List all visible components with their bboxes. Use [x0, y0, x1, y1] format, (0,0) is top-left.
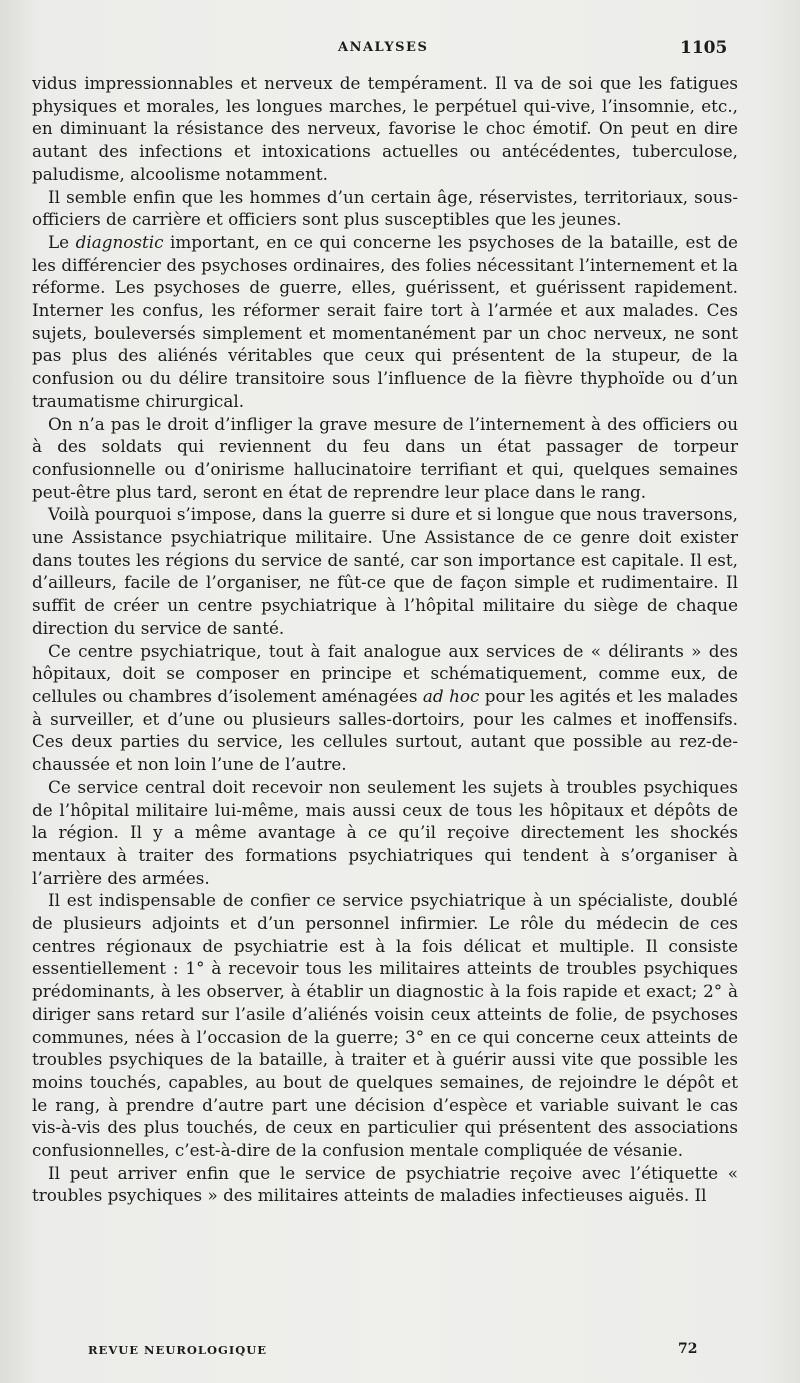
text-run: vidus impressionnables et nerveux de tempérament. Il va de soi que les fatigues physiques et morales, les longues marches, le perpétuel qui-vive, l’insomnie, etc., en diminuant la résistance des nerveux, favorise le choc émotif. On peut en dire autant des infections et intoxications actuelles ou antécédentes, tuberculose, paludisme, alcoolisme notamment.	[32, 73, 738, 184]
text-run: On n’a pas le droit d’infliger la grave mesure de l’internement à des officiers ou à des soldats qui reviennent du feu dans un état passager de torpeur confusionnelle ou d’onirisme hallucinatoire terrifiant et qui, quelques semaines peut-être plus tard, seront en état de reprendre leur place dans le rang.	[32, 413, 738, 502]
paragraph	[32, 1162, 738, 1207]
text-run: Voilà pourquoi s’impose, dans la guerre si dure et si longue que nous traversons, une Assistance psychiatrique militaire. Une Assistance de ce genre doit exister dans toutes les régions du service de santé, car son importance est capitale. Il est, d’ailleurs, facile de l’organiser, ne fût-ce que de façon simple et rudimentaire. Il suffit de créer un centre psychiatrique à l’hôpital militaire du siège de chaque direction du service de santé.	[32, 504, 738, 638]
page-number: 1105	[680, 38, 728, 58]
paragraph	[32, 640, 738, 776]
paragraph	[32, 776, 738, 890]
paragraph	[32, 186, 738, 231]
italic-term: ad hoc	[422, 685, 480, 706]
text-run: Ce centre psychiatrique, tout à fait analogue aux services de « délirants » des hôpitaux, doit se composer en principe et schématiquement, comme eux, de cellules ou chambres d’isolement aménagées	[32, 640, 738, 706]
text-run: Ce service central doit recevoir non seulement les sujets à troubles psychiques de l’hôpital militaire lui-même, mais aussi ceux de tous les hôpitaux et dépôts de la région. Il y a même avantage à ce qu’il reçoive directement les shockés mentaux à traiter des formations psychiatriques qui tendent à s’organiser à l’arrière des armées.	[32, 776, 738, 888]
text-run: Il est indispensable de confier ce service psychiatrique à un spécialiste, doublé de plusieurs adjoints et d’un personnel infirmier. Le rôle du médecin de ces centres régionaux de psychiatrie est à la fois délicat et multiple. Il consiste essentiellement : 1° à recevoir tous les militaires atteints de troubles psychiques prédominants, à les observer, à établir un diagnostic à la fois rapide et exact; 2° à diriger sans retard sur l’asile d’aliénés voisin ceux atteints de folie, de psychoses communes, nées à l’occasion de la guerre; 3° en ce qui concerne ceux atteints de troubles psychiques de la bataille, à traiter et à guérir aussi vite que possible les moins touchés, capables, au bout de quelques semaines, de rejoindre le dépôt et le rang, à prendre d’autre part une décision d’espèce et variable suivant le cas vis-à-vis des plus touchés, de ceux en particulier qui présentent des associations confusionnelles, c’est-à-dire de la confusion mentale compliquée de vésanie.	[32, 890, 738, 1161]
text-run: Il semble enfin que les hommes d’un certain âge, réservistes, territoriaux, sous-officiers de carrière et officiers sont plus susceptibles que les jeunes.	[32, 186, 738, 230]
text-run: pour les agités et les malades à surveiller, et d’une ou plusieurs salles-dortoirs, pour les calmes et inoffensifs. Ces deux parties du service, les cellules surtout, autant que possible au rez-de-chaussée et non loin l’une de l’autre.	[32, 685, 738, 775]
footer-sheet-number: 72	[678, 1341, 698, 1357]
text-run: important, en ce qui concerne les psychoses de la bataille, est de les différencier des psychoses ordinaires, des folies nécessitant l’internement et la réforme. Les psychoses de guerre, elles, guérissent, et guérissent rapidement. Interner les confus, les réformer serait faire tort à l’armée et aux malades. Ces sujets, bouleversés simplement et momentanément par un choc nerveux, ne sont pas plus des aliénés véritables que ceux qui présentent de la stupeur, de la confusion ou du délire transitoire sous l’influence de la fièvre thyphoïde ou d’un traumatisme chirurgical.	[32, 231, 738, 411]
running-head-title: ANALYSES	[338, 40, 429, 55]
paragraph	[32, 231, 738, 413]
italic-term: diagnostic	[75, 231, 164, 252]
footer-journal-title: REVUE NEUROLOGIQUE	[88, 1343, 268, 1357]
running-head	[0, 38, 800, 58]
text-run: Il peut arriver enfin que le service de psychiatrie reçoive avec l’étiquette « troubles psychiques » des militaires atteints de maladies infectieuses aiguës. Il	[32, 1162, 738, 1206]
paragraph	[32, 889, 738, 1161]
paragraph	[32, 72, 738, 186]
paragraph	[32, 413, 738, 504]
body-text	[32, 72, 738, 1207]
paragraph	[32, 503, 738, 639]
page-footer	[0, 1339, 800, 1359]
text-run: Le	[48, 231, 76, 252]
